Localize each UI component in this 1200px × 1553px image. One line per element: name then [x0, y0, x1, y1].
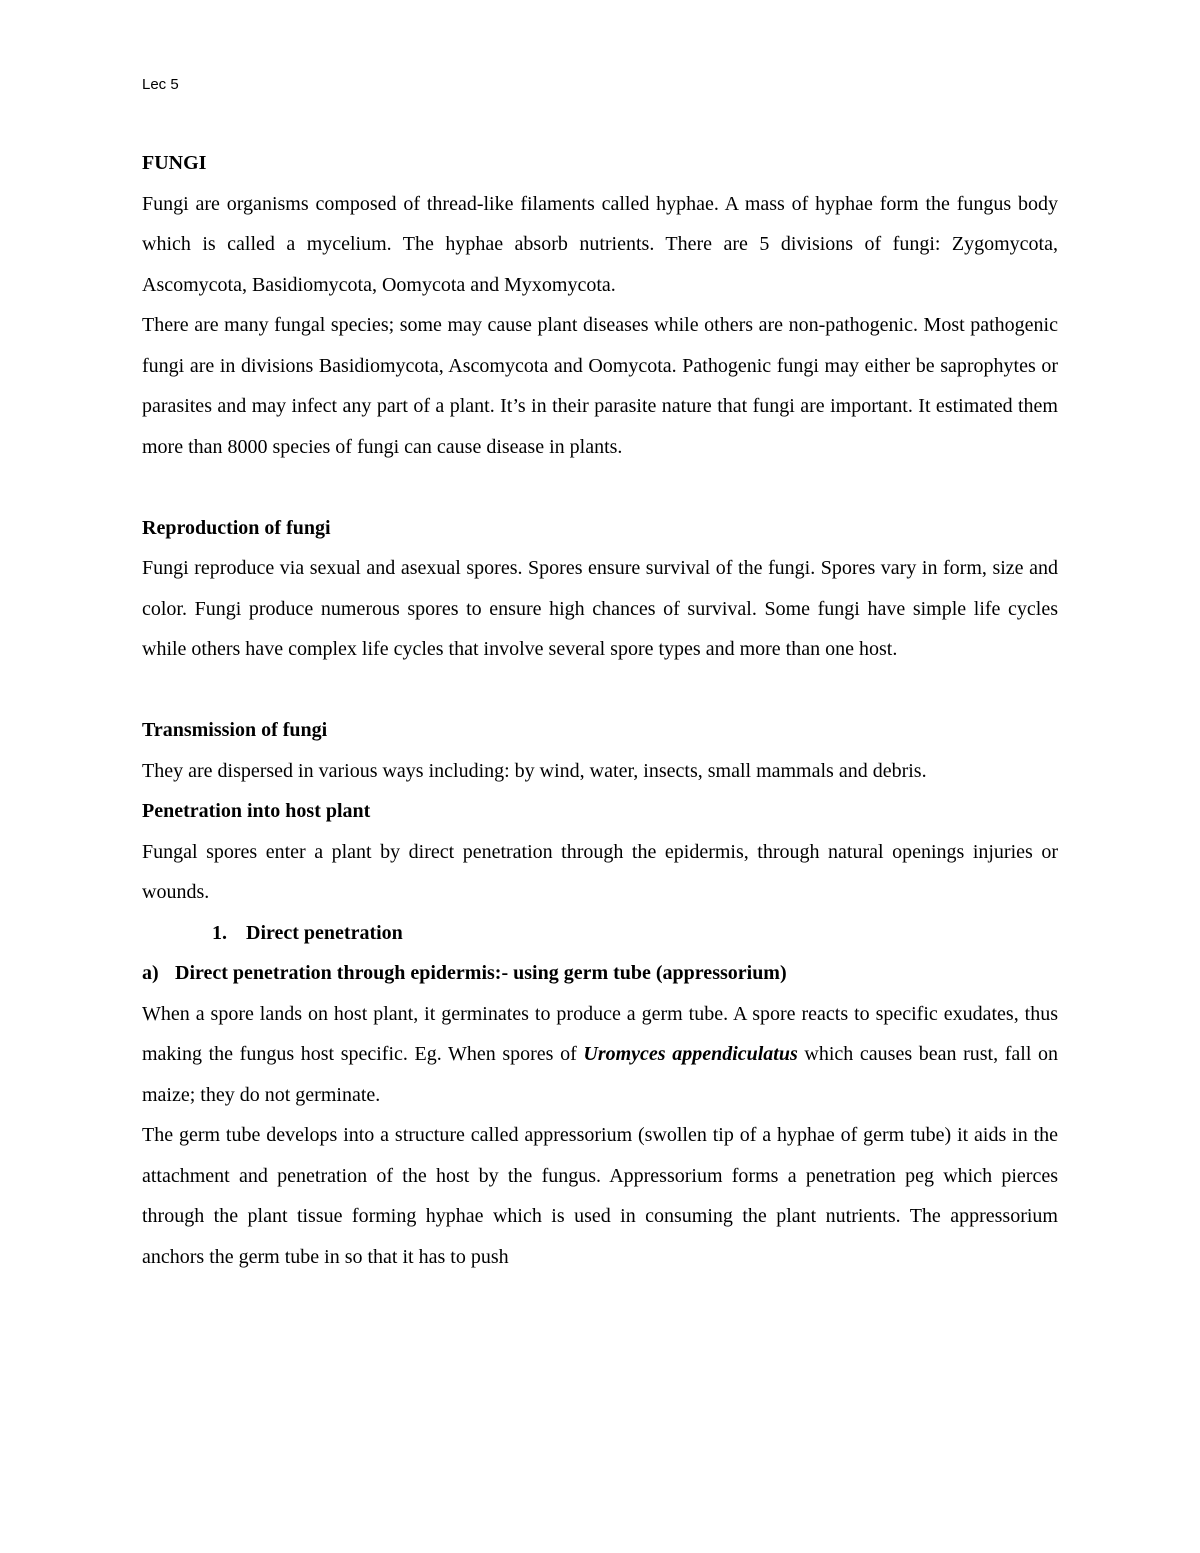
heading-fungi: FUNGI — [142, 152, 207, 174]
document-body — [142, 143, 1058, 1277]
heading-transmission: Transmission of fungi — [142, 719, 328, 741]
heading-reproduction: Reproduction of fungi — [142, 516, 331, 539]
numbered-item-direct-penetration — [142, 913, 1058, 954]
spacer — [142, 467, 1058, 508]
paragraph-reproduction: Fungi reproduce via sexual and asexual spores. Spores ensure survival of the fungi. Spores vary in form, size and color. Fungi produce numerous spores to ensure high chances of survival. Some fungi have simple life cycles while others have complex life cycles that involve several spore types and more than one host. — [142, 557, 1058, 660]
page-header: Lec 5 — [142, 76, 179, 93]
spacer — [142, 670, 1058, 711]
paragraph-germ-tube-text-end: which causes bean rust, fall on maize; they do not germinate. — [142, 1043, 1058, 1106]
paragraph-germ-tube — [142, 994, 1058, 1116]
paragraph-fungi-species: There are many fungal species; some may cause plant diseases while others are non-pathogenic. Most pathogenic fungi are in divisions Basidiomycota, Ascomycota and Oomycota. Pathogenic fungi may either be saprophytes or parasites and may infect any part of a plant. It’s in their parasite nature that fungi are important. It estimated them more than 8000 species of fungi can cause disease in plants. — [142, 314, 1058, 458]
paragraph-penetration-intro: Fungal spores enter a plant by direct penetration through the epidermis, through natural openings injuries or wounds. — [142, 840, 1058, 903]
heading-penetration: Penetration into host plant — [142, 800, 371, 822]
species-name: Uromyces appendiculatus — [583, 1043, 798, 1065]
list-number: 1. — [212, 921, 227, 944]
paragraph-appressorium: The germ tube develops into a structure called appressorium (swollen tip of a hyphae of germ tube) it aids in the attachment and penetration of the host by the fungus. Appressorium forms a penetration peg which pierces through the plant tissue forming hyphae which is used in consuming the plant nutrients. The appressorium anchors the germ tube in so that it has to push — [142, 1124, 1058, 1268]
paragraph-germ-tube-text: When a spore lands on host plant, it germinates to produce a germ tube. A spore reacts to specific exudates, thus making the fungus host specific. Eg. When spores of — [142, 1002, 1058, 1065]
paragraph-fungi-intro: Fungi are organisms composed of thread-like filaments called hyphae. A mass of hyphae form the fungus body which is called a mycelium. The hyphae absorb nutrients. There are 5 divisions of fungi: Zygomycota, Ascomycota, Basidiomycota, Oomycota and Myxomycota. — [142, 192, 1058, 296]
sub-heading-label: Direct penetration through epidermis:- using germ tube (appressorium) — [175, 962, 787, 984]
sub-heading-epidermis — [142, 953, 1058, 994]
list-item-label: Direct penetration — [246, 921, 403, 944]
sub-heading-letter: a) — [142, 962, 159, 984]
paragraph-transmission: They are dispersed in various ways including: by wind, water, insects, small mammals and debris. — [142, 759, 927, 782]
